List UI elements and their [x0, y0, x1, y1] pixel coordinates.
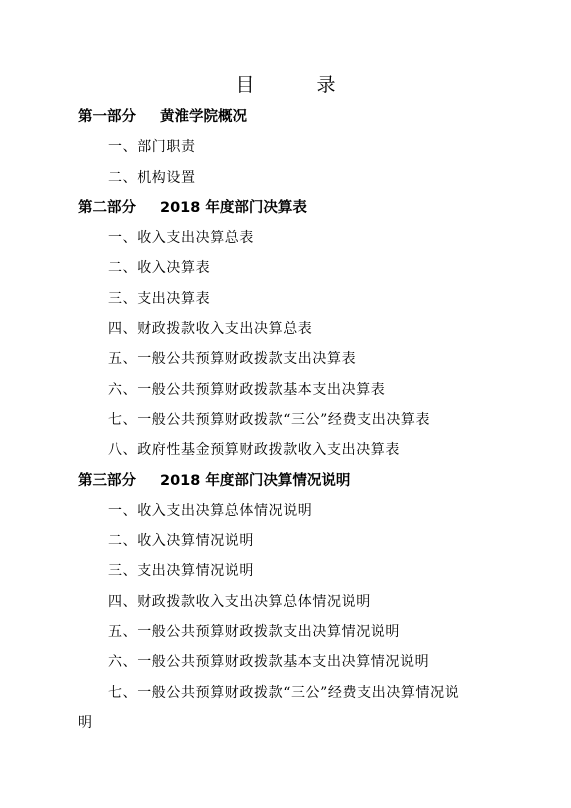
- toc-item: 三、支出决算表: [108, 290, 211, 307]
- part-number: 第一部分: [78, 109, 136, 125]
- toc-item: 六、一般公共预算财政拨款基本支出决算表: [108, 381, 386, 398]
- part-name: 2018 年度部门决算情况说明: [160, 472, 351, 489]
- toc-item: 六、一般公共预算财政拨款基本支出决算情况说明: [108, 654, 430, 671]
- toc-item: 七、一般公共预算财政拨款“三公”经费支出决算情况说: [108, 684, 460, 701]
- part-number: 第三部分: [78, 472, 136, 489]
- table-of-contents: [0, 102, 571, 738]
- toc-item: 二、收入决算情况说明: [108, 533, 254, 550]
- part-heading-3: [0, 466, 571, 496]
- toc-item: 二、收入决算表: [108, 260, 211, 277]
- toc-item: 八、政府性基金预算财政拨款收入支出决算表: [108, 442, 400, 459]
- toc-item: 四、财政拨款收入支出决算总体情况说明: [108, 593, 371, 610]
- part-number: 第二部分: [78, 199, 136, 216]
- toc-item: 一、部门职责: [108, 139, 196, 156]
- toc-item: 三、支出决算情况说明: [108, 563, 254, 580]
- part-heading-2: [0, 193, 571, 223]
- toc-item: 一、收入支出决算总体情况说明: [108, 502, 313, 519]
- toc-item: 五、一般公共预算财政拨款支出决算情况说明: [108, 624, 400, 641]
- toc-item: 一、收入支出决算总表: [108, 230, 254, 247]
- part-name: 2018 年度部门决算表: [160, 199, 307, 216]
- toc-item: 七、一般公共预算财政拨款“三公”经费支出决算表: [108, 411, 431, 428]
- toc-title: 目 录: [235, 74, 364, 96]
- part-name: 黄淮学院概况: [160, 109, 247, 125]
- toc-item: 五、一般公共预算财政拨款支出决算表: [108, 351, 357, 368]
- toc-item: 四、财政拨款收入支出决算总表: [108, 321, 313, 338]
- toc-item-continuation: 明: [78, 714, 92, 731]
- part-heading-1: [0, 102, 571, 132]
- toc-item: 二、机构设置: [108, 169, 196, 186]
